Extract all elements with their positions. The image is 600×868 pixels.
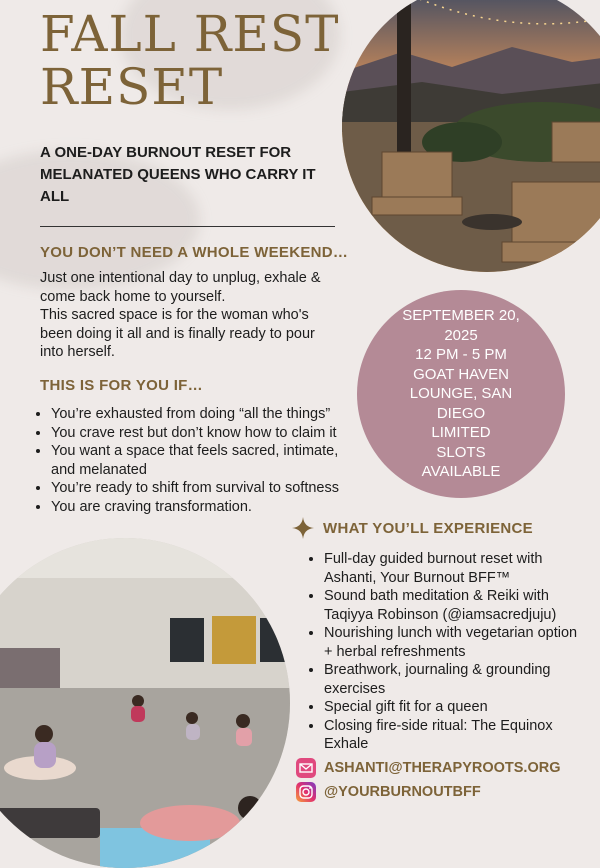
group-session-photo (0, 538, 290, 868)
experience-list (306, 550, 584, 754)
list-item: • Special gift fit for a queen (324, 698, 584, 717)
list-item: • You’re ready to shift from survival to softness (51, 479, 351, 498)
event-info-circle (357, 290, 565, 498)
list-item: • You are craving transformation. (51, 498, 351, 517)
for-you-list (33, 405, 351, 516)
intro-heading: YOU DON’T NEED A WHOLE WEEKEND… (40, 244, 349, 261)
experience-heading: WHAT YOU’LL EXPERIENCE (323, 520, 533, 537)
page-title (40, 5, 340, 116)
for-you-heading: THIS IS FOR YOU IF… (40, 377, 203, 394)
list-item: • Nourishing lunch with vegetarian option + herbal refreshments (324, 624, 584, 661)
event-date: SEPTEMBER 20, 2025 (402, 307, 520, 344)
intro-text (40, 269, 340, 362)
email-icon (296, 758, 316, 778)
list-item: • You’re exhausted from doing “all the things” (51, 405, 351, 424)
sparkle-icon (292, 517, 314, 539)
patio-sunset-photo (342, 0, 600, 272)
divider (40, 226, 335, 227)
email-address[interactable]: ASHANTI@THERAPYROOTS.ORG (324, 760, 561, 776)
instagram-handle[interactable]: @YOURBURNOUTBFF (324, 784, 481, 800)
intro-paragraph-2: This sacred space is for the woman who's been doing it all and is finally ready to pour into herself. (40, 307, 315, 360)
list-item: • You want a space that feels sacred, intimate, and melanated (51, 442, 351, 479)
intro-paragraph-1: Just one intentional day to unplug, exhale & come back home to yourself. (40, 270, 321, 305)
email-contact[interactable] (296, 758, 560, 778)
list-item: • Closing fire-side ritual: The Equinox Exhale (324, 717, 584, 754)
title-line-1: FALL REST (40, 5, 340, 63)
subtitle: A ONE-DAY BURNOUT RESET FOR MELANATED QUEENS WHO CARRY IT ALL (40, 144, 316, 205)
list-item: • Sound bath meditation & Reiki with Taqiyya Robinson (@iamsacredjuju) (324, 587, 584, 624)
list-item: • You crave rest but don’t know how to claim it (51, 424, 351, 443)
instagram-icon (296, 782, 316, 802)
title-line-2: RESET (40, 58, 224, 116)
event-availability: LIMITED SLOTS AVAILABLE (421, 424, 501, 481)
instagram-contact[interactable] (296, 782, 481, 802)
event-time: 12 PM - 5 PM (415, 346, 507, 364)
list-item: • Full-day guided burnout reset with Ashanti, Your Burnout BFF™ (324, 550, 584, 587)
list-item: • Breathwork, journaling & grounding exercises (324, 661, 584, 698)
event-venue: GOAT HAVEN LOUNGE, SAN DIEGO (409, 365, 513, 422)
